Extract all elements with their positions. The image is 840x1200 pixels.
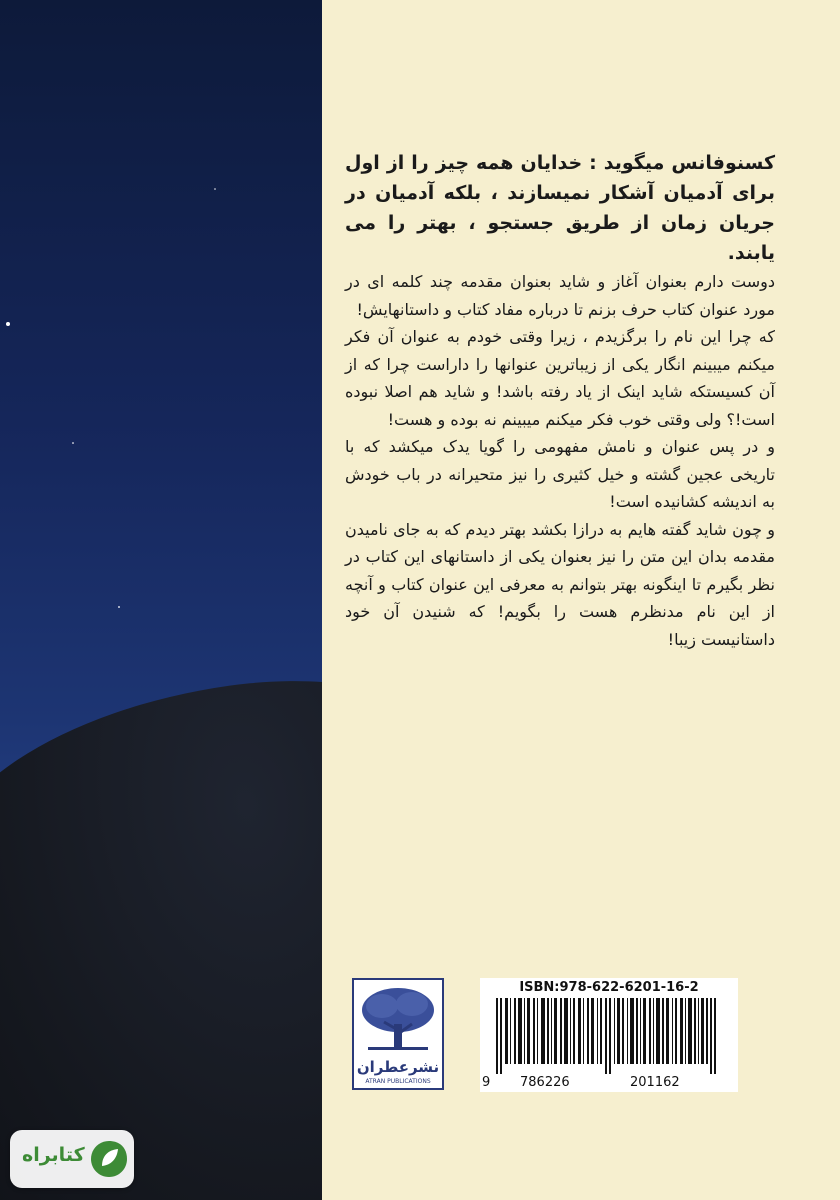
- epigraph-quote: کسنوفانس میگوید : خدایان همه چیز را از اول برای آدمیان آشکار نمیسازند ، بلکه آدمیان در جریان زمان از طریق جستجو ، بهتر را می یابند.: [345, 152, 775, 264]
- watermark-label: کتابراه: [22, 1144, 85, 1166]
- paragraph: و چون شاید گفته هایم به درازا بکشد بهتر دیدم که به جای نامیدن مقدمه بدان این متن را نیز بعنوان یکی از داستانهای این کتاب در نظر بگیرم تا اینگونه بهتر بتوانم به معرفی این عنوان کتاب و آنچه از این نام مدنظرم هست را بگویم! که شنیدن آن خود داستانیست زیبا!: [345, 519, 775, 649]
- paragraph: که چرا این نام را برگزیدم ، زیرا وقتی خودم به عنوان آن فکر میکنم میبینم انگار یکی از زیباترین عنوانها را داراست چرا که از آن کسیستکه شاید اینک از یاد رفته باشد! و شاید هم اصلا نبوده است!؟ ولی وقتی خوب فکر میکنم میبینم نه بوده و هست!: [345, 327, 775, 429]
- tree-logo-icon: [354, 984, 442, 1054]
- publisher-latin-name: ATRAN PUBLICATIONS: [365, 1078, 431, 1085]
- barcode-group-left: 786226: [520, 1075, 570, 1090]
- star: [6, 322, 10, 326]
- back-cover-text: [345, 148, 775, 653]
- star: [72, 442, 74, 444]
- paragraph: دوست دارم بعنوان آغاز و شاید بعنوان مقدمه چند کلمه ای در مورد عنوان کتاب حرف بزنم تا درباره مفاد کتاب و داستانهایش!: [345, 272, 775, 319]
- ketabrah-leaf-icon: [88, 1138, 130, 1180]
- night-sky-image: [0, 0, 322, 1200]
- paragraph: و در پس عنوان و نامش مفهومی را گویا یدک میکشد که با تاریخی عجین گشته و خیل کثیری را نیز متحیرانه در باب خودش به اندیشه کشانیده است!: [345, 437, 775, 511]
- star: [214, 188, 216, 190]
- ketabrah-watermark: [10, 1130, 134, 1188]
- barcode-bars: [494, 998, 726, 1074]
- star: [118, 606, 120, 608]
- isbn-barcode: [480, 978, 738, 1092]
- isbn-text: ISBN:978-622-6201-16-2: [519, 980, 699, 995]
- barcode-digit-first: 9: [482, 1075, 491, 1090]
- hill-silhouette: [0, 657, 322, 1200]
- publisher-logo: [352, 978, 444, 1090]
- barcode-group-right: 201162: [630, 1075, 680, 1090]
- publisher-name: نشرعطران: [356, 1058, 440, 1076]
